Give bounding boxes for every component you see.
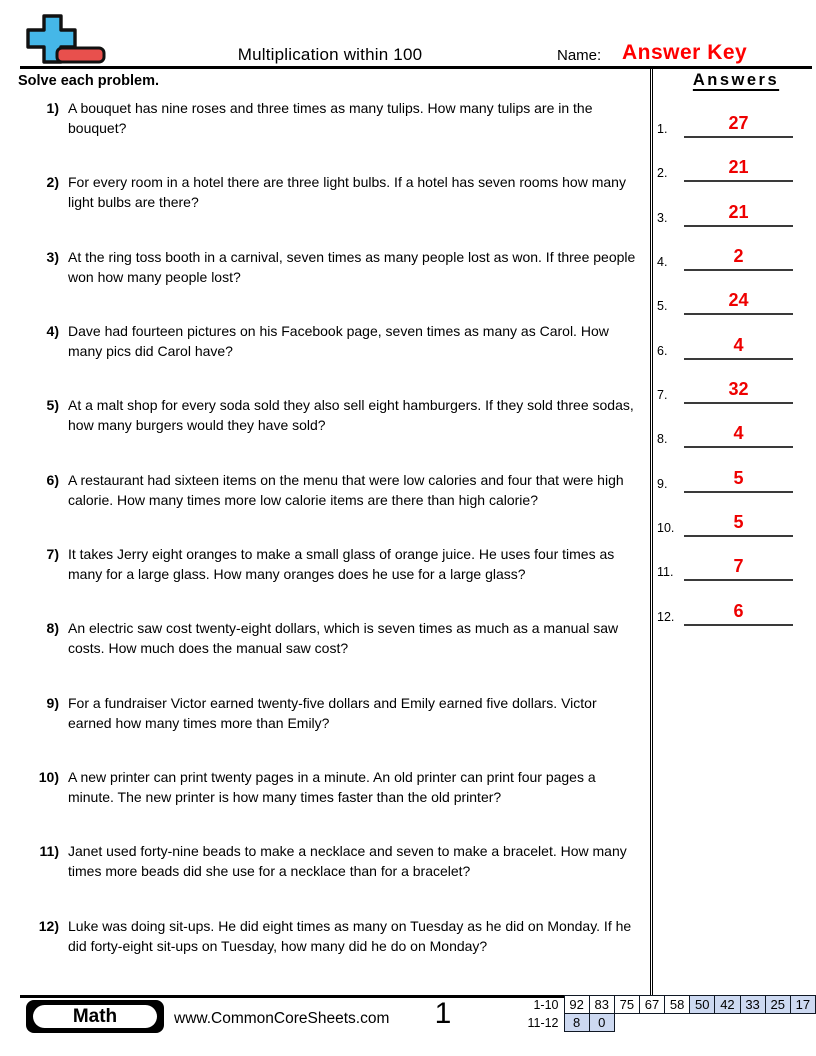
- answer-row: [657, 332, 793, 360]
- answer-row: [657, 243, 793, 271]
- score-row-label: 11-12: [527, 1015, 559, 1030]
- answer-blank-line: [684, 243, 793, 271]
- answer-row: [657, 287, 793, 315]
- answer-number: 7.: [657, 388, 668, 402]
- score-cell: 17: [790, 996, 815, 1014]
- problem-item: [24, 544, 644, 584]
- problem-text: For a fundraiser Victor earned twenty-five dollars and Emily earned five dollars. Victor earned how many times more than Emily?: [68, 695, 597, 731]
- score-cell: 25: [765, 996, 790, 1014]
- answer-value: 7: [733, 556, 744, 576]
- score-cell: 58: [665, 996, 690, 1014]
- answer-blank-line: [684, 110, 793, 138]
- score-cell: 75: [614, 996, 639, 1014]
- problem-text: A new printer can print twenty pages in a minute. An old printer can print four pages a minute. The new printer is how many times faster than the old printer?: [68, 769, 596, 805]
- answer-number: 5.: [657, 299, 668, 313]
- name-label: Name:: [557, 47, 602, 64]
- column-divider: [650, 66, 653, 996]
- answer-blank-line: [684, 598, 793, 626]
- answer-number: 3.: [657, 211, 668, 225]
- problem-text: An electric saw cost twenty-eight dollars, which is seven times as much as a manual saw costs. How much does the manual saw cost?: [68, 620, 619, 656]
- problem-item: [24, 618, 644, 658]
- score-cell: 33: [740, 996, 765, 1014]
- problem-number: 2): [46, 174, 59, 190]
- answer-number: 12.: [657, 610, 675, 624]
- answer-value: 21: [728, 202, 749, 222]
- problem-text: A bouquet has nine roses and three times as many tulips. How many tulips are in the bouquet?: [68, 100, 593, 136]
- answer-blank-line: [684, 332, 793, 360]
- subject-label: Math: [33, 1005, 157, 1028]
- answer-key-text: Answer Key: [622, 41, 748, 64]
- problem-number: 12): [38, 918, 59, 934]
- answer-row: [657, 154, 793, 182]
- problem-item: [24, 916, 644, 956]
- score-cell: 67: [639, 996, 664, 1014]
- answer-value: 21: [728, 157, 749, 177]
- answer-value: 32: [728, 379, 749, 399]
- problem-text: For every room in a hotel there are three light bulbs. If a hotel has seven rooms how many light bulbs are there?: [68, 174, 626, 210]
- answer-number: 10.: [657, 521, 675, 535]
- answer-value: 4: [733, 423, 744, 443]
- answer-blank-line: [684, 420, 793, 448]
- score-cell: 42: [715, 996, 740, 1014]
- answer-row: [657, 465, 793, 493]
- answer-blank-line: [684, 287, 793, 315]
- answer-value: 27: [728, 113, 749, 133]
- score-cell: 0: [589, 1014, 614, 1032]
- answer-row: [657, 420, 793, 448]
- subject-badge: [26, 1000, 164, 1033]
- problem-text: It takes Jerry eight oranges to make a small glass of orange juice. He uses four times as many for a large glass. How many oranges does he use for a large glass?: [68, 546, 615, 582]
- answer-value: 4: [733, 335, 744, 355]
- answer-number: 4.: [657, 255, 668, 269]
- problem-number: 4): [46, 323, 59, 339]
- problem-item: [24, 172, 644, 212]
- problem-number: 8): [46, 620, 59, 636]
- answer-row: [657, 199, 793, 227]
- answer-value: 5: [733, 512, 744, 532]
- answer-row: [657, 509, 793, 537]
- page-title: Multiplication within 100: [237, 45, 423, 64]
- problem-item: [24, 693, 644, 733]
- problem-number: 5): [46, 397, 59, 413]
- answers-heading: Answers: [692, 71, 780, 89]
- problem-text: Dave had fourteen pictures on his Facebook page, seven times as many as Carol. How many pics did Carol have?: [68, 323, 609, 359]
- problem-text: Luke was doing sit-ups. He did eight times as many on Tuesday as he did on Monday. If he did forty-eight sit-ups on Tuesday, how many did he do on Monday?: [68, 918, 632, 954]
- answer-value: 6: [733, 601, 744, 621]
- problem-number: 10): [38, 769, 59, 785]
- problem-item: [24, 841, 644, 881]
- answer-value: 24: [728, 290, 749, 310]
- answer-number: 6.: [657, 344, 668, 358]
- score-row: [500, 996, 816, 1014]
- problem-text: At the ring toss booth in a carnival, seven times as many people lost as won. If three people won how many people lost?: [68, 249, 636, 285]
- answer-blank-line: [684, 199, 793, 227]
- answer-number: 1.: [657, 122, 668, 136]
- instructions: Solve each problem.: [18, 73, 160, 89]
- answer-row: [657, 376, 793, 404]
- answer-blank-line: [684, 509, 793, 537]
- answer-number: 11.: [657, 565, 674, 579]
- answer-number: 8.: [657, 432, 668, 446]
- header-divider: [20, 66, 812, 69]
- problem-text: Janet used forty-nine beads to make a necklace and seven to make a bracelet. How many times more beads did she use for a necklace than for a bracelet?: [68, 843, 627, 879]
- problem-number: 6): [46, 472, 59, 488]
- answer-row: [657, 598, 793, 626]
- website-url: www.CommonCoreSheets.com: [174, 1010, 390, 1027]
- problem-number: 11): [39, 843, 59, 859]
- score-row-label: 1-10: [533, 997, 559, 1012]
- answer-blank-line: [684, 154, 793, 182]
- problem-item: [24, 767, 644, 807]
- problem-item: [24, 470, 644, 510]
- answer-row: [657, 553, 793, 581]
- score-row: [500, 1014, 816, 1032]
- score-cell: 8: [564, 1014, 589, 1032]
- score-table: [500, 995, 816, 1032]
- problem-text: At a malt shop for every soda sold they also sell eight hamburgers. If they sold three sodas, how many burgers would they have sold?: [68, 397, 634, 433]
- problem-item: [24, 321, 644, 361]
- problem-item: [24, 395, 644, 435]
- answer-blank-line: [684, 376, 793, 404]
- answer-blank-line: [684, 553, 793, 581]
- problem-number: 9): [46, 695, 59, 711]
- page-number: 1: [434, 997, 452, 1030]
- answer-value: 2: [733, 246, 744, 266]
- answer-number: 9.: [657, 477, 668, 491]
- problem-item: [24, 98, 644, 138]
- score-cell: 83: [589, 996, 614, 1014]
- problem-item: [24, 247, 644, 287]
- score-cell: 92: [564, 996, 589, 1014]
- answer-row: [657, 110, 793, 138]
- problem-text: A restaurant had sixteen items on the menu that were low calories and four that were high calorie. How many times more low calorie items are there than high calorie?: [68, 472, 624, 508]
- answer-blank-line: [684, 465, 793, 493]
- problem-number: 3): [46, 249, 59, 265]
- problem-number: 7): [46, 546, 59, 562]
- problem-number: 1): [46, 100, 59, 116]
- answer-number: 2.: [657, 166, 668, 180]
- answer-value: 5: [733, 468, 744, 488]
- score-cell: 50: [690, 996, 715, 1014]
